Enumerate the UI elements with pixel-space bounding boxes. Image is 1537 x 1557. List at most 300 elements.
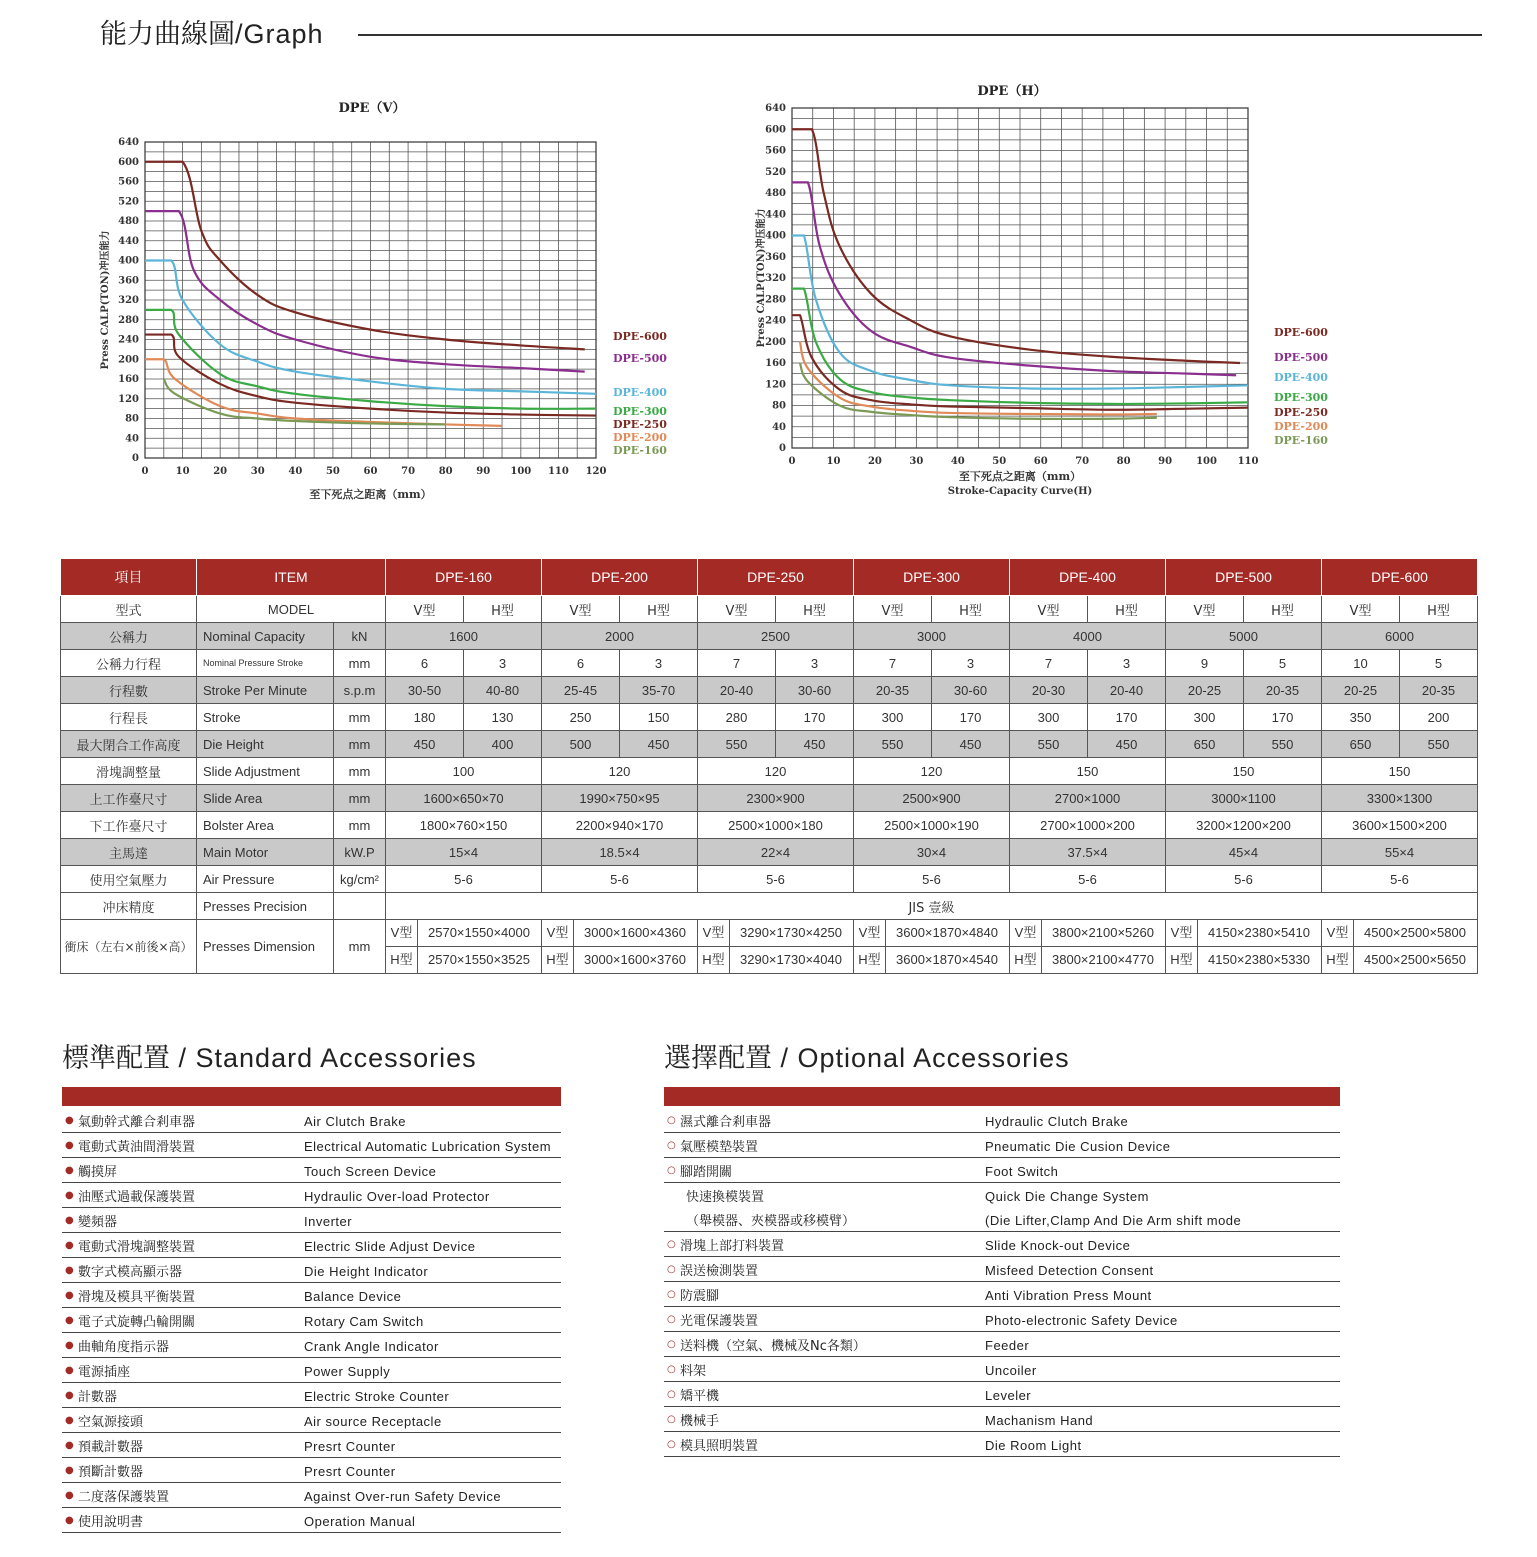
value-cell: 3200×1200×200 <box>1166 812 1322 839</box>
accessory-en: Photo-electronic Safety Device <box>985 1313 1178 1328</box>
accessory-item <box>62 1283 561 1308</box>
row-label-cn: 滑塊調整量 <box>61 758 197 785</box>
dimension-value: 3600×1870×4540 <box>896 952 998 967</box>
row-label-cn: 下工作臺尺寸 <box>61 812 197 839</box>
row-label-cn: 公稱力行程 <box>61 650 197 677</box>
row-label-en: Stroke Per Minute <box>197 677 334 704</box>
value-cell: 20-35 <box>854 677 932 704</box>
value-cell: 1800×760×150 <box>386 812 542 839</box>
dimension-cell <box>542 947 698 974</box>
value-cell: 20-25 <box>1166 677 1244 704</box>
dimension-type-tag: V型 <box>1323 920 1354 946</box>
accessory-en: Presrt Counter <box>304 1439 396 1454</box>
accessory-en: Uncoiler <box>985 1363 1037 1378</box>
value-cell: 3000 <box>854 623 1010 650</box>
accessory-en: Presrt Counter <box>304 1464 396 1479</box>
accessory-cn: 模具照明裝置 <box>680 1439 759 1454</box>
y-tick-label: 640 <box>118 137 139 148</box>
value-cell: 1600 <box>386 623 542 650</box>
value-cell: 4000 <box>1010 623 1166 650</box>
value-cell: 55×4 <box>1322 839 1478 866</box>
bullet-icon: ○ <box>667 1364 676 1375</box>
value-cell: 2500×900 <box>854 785 1010 812</box>
accessory-en: Air source Receptacle <box>304 1414 442 1429</box>
dimension-cell <box>1010 947 1166 974</box>
y-tick-label: 0 <box>132 453 139 464</box>
accessory-en: Leveler <box>985 1388 1032 1403</box>
accessory-item <box>664 1407 1340 1432</box>
model-h-cell: H型 <box>620 596 698 623</box>
x-tick-label: 100 <box>1196 456 1217 467</box>
bullet-icon: ○ <box>667 1115 676 1126</box>
accessory-en: Foot Switch <box>985 1164 1059 1179</box>
accessory-en: Die Room Light <box>985 1438 1082 1453</box>
dimension-type-tag: H型 <box>543 947 574 973</box>
value-cell: 120 <box>854 758 1010 785</box>
accessory-en: Hydraulic Over-load Protector <box>304 1189 490 1204</box>
accessory-cn: 誤送檢測裝置 <box>680 1264 759 1279</box>
accessory-item <box>62 1458 561 1483</box>
bullet-icon: ● <box>65 1515 74 1526</box>
accessory-en: Slide Knock-out Device <box>985 1238 1131 1253</box>
value-cell: 450 <box>620 731 698 758</box>
x-tick-label: 70 <box>401 466 416 477</box>
row-label-cn: 上工作臺尺寸 <box>61 785 197 812</box>
value-cell: 5-6 <box>1010 866 1166 893</box>
value-cell: 450 <box>776 731 854 758</box>
bullet-icon: ● <box>65 1115 74 1126</box>
value-cell: 20-40 <box>1088 677 1166 704</box>
legend-label-dpe-200: DPE-200 <box>1274 420 1328 433</box>
value-cell: 150 <box>1322 758 1478 785</box>
bullet-icon: ● <box>65 1465 74 1476</box>
dimension-value: 4150×2380×5330 <box>1208 952 1310 967</box>
x-tick-label: 70 <box>1075 456 1090 467</box>
bullet-icon: ● <box>65 1415 74 1426</box>
accessory-item <box>62 1508 561 1533</box>
x-tick-label: 20 <box>867 456 882 467</box>
value-cell: 3000×1100 <box>1166 785 1322 812</box>
accessory-en: Air Clutch Brake <box>304 1114 406 1129</box>
accessory-item <box>62 1258 561 1283</box>
y-axis-label: Press CALP(TON)冲压能力 <box>100 230 111 370</box>
x-tick-label: 90 <box>476 466 491 477</box>
value-cell: 15×4 <box>386 839 542 866</box>
standard-list <box>62 1108 561 1533</box>
model-v-cell: V型 <box>698 596 776 623</box>
x-tick-label: 40 <box>950 456 965 467</box>
x-tick-label: 40 <box>288 466 303 477</box>
x-tick-label: 10 <box>826 456 841 467</box>
standard-header-bar <box>62 1087 561 1106</box>
accessory-item <box>664 1307 1340 1332</box>
page-title-en: /Graph <box>235 19 324 49</box>
accessory-item <box>62 1233 561 1258</box>
optional-title-en: / Optional Accessories <box>772 1043 1070 1073</box>
dimension-type-tag: H型 <box>855 947 886 973</box>
title-rule <box>358 34 1482 36</box>
bullet-icon: ● <box>65 1290 74 1301</box>
accessory-cn: 油壓式過載保護裝置 <box>78 1190 196 1205</box>
accessory-en: (Die Lifter,Clamp And Die Arm shift mode <box>985 1213 1242 1228</box>
header-model: DPE-600 <box>1322 559 1478 596</box>
accessory-en: Hydraulic Clutch Brake <box>985 1114 1129 1129</box>
accessory-cn: 觸摸屏 <box>78 1165 118 1180</box>
dimension-value: 2570×1550×4000 <box>428 925 530 940</box>
table-row <box>61 893 1478 920</box>
accessory-cn: 預載計數器 <box>78 1440 144 1455</box>
accessory-cn: 料架 <box>680 1364 707 1379</box>
x-tick-label: 110 <box>547 466 569 477</box>
value-cell: 120 <box>542 758 698 785</box>
accessory-en: Electric Stroke Counter <box>304 1389 450 1404</box>
value-cell: 550 <box>1010 731 1088 758</box>
x-tick-label: 120 <box>585 466 607 477</box>
value-cell: 2000 <box>542 623 698 650</box>
accessory-item <box>62 1158 561 1183</box>
y-tick-label: 600 <box>118 156 139 168</box>
value-cell: 22×4 <box>698 839 854 866</box>
value-cell: 5-6 <box>542 866 698 893</box>
row-unit: mm <box>334 650 386 677</box>
bullet-icon: ● <box>65 1140 74 1151</box>
spec-table <box>60 558 1478 974</box>
dimension-cell <box>854 947 1010 974</box>
value-cell: 200 <box>1400 704 1478 731</box>
row-label-cn: 主馬達 <box>61 839 197 866</box>
bullet-icon: ○ <box>667 1239 676 1250</box>
x-tick-label: 20 <box>213 466 228 477</box>
accessory-cn: 機械手 <box>680 1414 720 1429</box>
model-v-cell: V型 <box>542 596 620 623</box>
row-unit: kg/cm² <box>334 866 386 893</box>
accessory-en: Electrical Automatic Lubrication System <box>304 1139 552 1154</box>
accessory-cn: 送料機（空氣、機械及Nc各類） <box>680 1339 866 1354</box>
table-row <box>61 758 1478 785</box>
value-cell: 150 <box>1166 758 1322 785</box>
legend-label-dpe-400: DPE-400 <box>613 386 667 399</box>
value-cell: 650 <box>1322 731 1400 758</box>
y-tick-label: 480 <box>765 188 786 199</box>
value-cell: 300 <box>1166 704 1244 731</box>
dimension-type-tag: H型 <box>1167 947 1198 973</box>
dimension-cell <box>1166 947 1322 974</box>
dimension-value: 4500×2500×5650 <box>1364 952 1466 967</box>
dimension-cell <box>1010 920 1166 947</box>
accessory-en: Machanism Hand <box>985 1413 1094 1428</box>
bullet-icon: ○ <box>667 1414 676 1425</box>
table-row <box>61 812 1478 839</box>
dimension-value: 3600×1870×4840 <box>896 925 998 940</box>
value-cell: 5 <box>1400 650 1478 677</box>
y-tick-label: 200 <box>118 354 139 366</box>
accessory-en: Electric Slide Adjust Device <box>304 1239 476 1254</box>
dimension-value: 3290×1730×4040 <box>740 952 842 967</box>
y-tick-label: 440 <box>118 235 139 247</box>
row-label-en: Air Pressure <box>197 866 334 893</box>
accessory-en: Rotary Cam Switch <box>304 1314 424 1329</box>
value-cell: 550 <box>1400 731 1478 758</box>
x-tick-label: 80 <box>438 466 453 477</box>
value-cell: 250 <box>542 704 620 731</box>
accessory-en: Pneumatic Die Cusion Device <box>985 1139 1171 1154</box>
value-cell: 7 <box>854 650 932 677</box>
row-label-cn: 衝床（左右×前後×高） <box>61 920 197 974</box>
accessory-en: Power Supply <box>304 1364 391 1379</box>
accessory-cn: 電子式旋轉凸輪開關 <box>78 1315 196 1330</box>
value-cell: 100 <box>386 758 542 785</box>
accessory-cn: （舉模器、夾模器或移模臂） <box>686 1214 856 1229</box>
y-tick-label: 360 <box>765 251 786 263</box>
dimension-type-tag: V型 <box>1011 920 1042 946</box>
bullet-icon: ○ <box>667 1389 676 1400</box>
table-row <box>61 623 1478 650</box>
dimension-type-tag: H型 <box>1011 947 1042 973</box>
bullet-icon: ● <box>65 1390 74 1401</box>
row-unit: mm <box>334 758 386 785</box>
page-title <box>100 12 324 51</box>
row-label-en: Nominal Capacity <box>197 623 334 650</box>
row-label-en: Nominal Pressure Stroke <box>197 650 334 677</box>
bullet-icon: ○ <box>667 1314 676 1325</box>
bullet-icon: ● <box>65 1340 74 1351</box>
accessory-item <box>664 1382 1340 1407</box>
header-model: DPE-160 <box>386 559 542 596</box>
standard-title <box>62 1036 477 1075</box>
x-tick-label: 60 <box>1033 456 1048 467</box>
series-line-dpe-500 <box>145 211 585 371</box>
bullet-icon: ○ <box>667 1140 676 1151</box>
bullet-icon: ● <box>65 1265 74 1276</box>
chart-title: DPE（V） <box>338 101 406 116</box>
header-model: DPE-400 <box>1010 559 1166 596</box>
value-cell: 6 <box>542 650 620 677</box>
legend-label-dpe-500: DPE-500 <box>613 352 667 365</box>
value-cell: 2300×900 <box>698 785 854 812</box>
row-label-en: Die Height <box>197 731 334 758</box>
table-row <box>61 559 1478 596</box>
accessory-cn: 變頻器 <box>78 1215 118 1230</box>
bullet-icon: ○ <box>667 1165 676 1176</box>
row-label-cn: 冲床精度 <box>61 893 197 920</box>
value-cell: 3 <box>620 650 698 677</box>
accessory-cn: 空氣源接頭 <box>78 1415 144 1430</box>
row-unit: kN <box>334 623 386 650</box>
value-cell: 35-70 <box>620 677 698 704</box>
dimension-value: 3800×2100×4770 <box>1052 952 1154 967</box>
y-tick-label: 520 <box>118 196 139 208</box>
accessory-en: Touch Screen Device <box>304 1164 437 1179</box>
accessory-en: Balance Device <box>304 1289 402 1304</box>
legend-label-dpe-250: DPE-250 <box>613 418 667 431</box>
value-cell: 7 <box>698 650 776 677</box>
legend-label-dpe-400: DPE-400 <box>1274 371 1328 384</box>
y-tick-label: 400 <box>765 230 786 242</box>
model-h-cell: H型 <box>932 596 1010 623</box>
y-tick-label: 280 <box>765 294 786 306</box>
value-cell: 3 <box>464 650 542 677</box>
row-unit: mm <box>334 704 386 731</box>
x-tick-label: 50 <box>325 466 340 477</box>
value-cell: 170 <box>1088 704 1166 731</box>
accessory-item <box>664 1183 1340 1207</box>
value-cell: 2700×1000 <box>1010 785 1166 812</box>
model-h-cell: H型 <box>1088 596 1166 623</box>
accessory-item <box>62 1208 561 1233</box>
value-cell: 6 <box>386 650 464 677</box>
accessory-cn: 使用說明書 <box>78 1515 144 1530</box>
accessory-item <box>664 1432 1340 1457</box>
y-tick-label: 520 <box>765 166 786 178</box>
value-cell: 450 <box>1088 731 1166 758</box>
y-tick-label: 440 <box>765 209 786 221</box>
table-row <box>61 650 1478 677</box>
value-cell: 3 <box>776 650 854 677</box>
accessory-item <box>664 1108 1340 1133</box>
accessory-cn: 腳踏開關 <box>680 1165 733 1180</box>
bullet-icon: ○ <box>667 1339 676 1350</box>
row-unit: mm <box>334 731 386 758</box>
y-tick-label: 320 <box>118 295 139 306</box>
value-cell: 5-6 <box>854 866 1010 893</box>
x-axis-label: 至下死点之距离（mm） <box>309 488 432 501</box>
dimension-type-tag: V型 <box>543 920 574 946</box>
bullet-icon: ○ <box>667 1439 676 1450</box>
row-label-cn: 最大閉合工作高度 <box>61 731 197 758</box>
value-cell: 20-25 <box>1322 677 1400 704</box>
value-cell: 550 <box>698 731 776 758</box>
value-cell: 2500×1000×190 <box>854 812 1010 839</box>
x-axis-label-2: Stroke-Capacity Curve(H) <box>947 486 1093 497</box>
value-cell: 120 <box>698 758 854 785</box>
table-row <box>61 785 1478 812</box>
accessory-cn: 數字式模高顯示器 <box>78 1265 183 1280</box>
chart-dpe-h <box>750 78 1330 508</box>
header-model: DPE-500 <box>1166 559 1322 596</box>
value-cell: 130 <box>464 704 542 731</box>
y-tick-label: 40 <box>772 421 786 433</box>
value-cell: 450 <box>932 731 1010 758</box>
row-label-en: Main Motor <box>197 839 334 866</box>
dimension-cell <box>1322 920 1478 947</box>
x-tick-label: 30 <box>250 466 265 477</box>
legend-label-dpe-160: DPE-160 <box>1274 434 1328 447</box>
legend-label-dpe-600: DPE-600 <box>1274 326 1328 339</box>
accessory-item <box>62 1308 561 1333</box>
row-label-cn: 行程數 <box>61 677 197 704</box>
accessory-cn: 滑塊上部打料裝置 <box>680 1239 785 1254</box>
dimension-value: 3290×1730×4250 <box>740 925 842 940</box>
accessory-item <box>664 1357 1340 1382</box>
value-cell: 300 <box>1010 704 1088 731</box>
accessory-cn: 電動式黃油間滑裝置 <box>78 1140 196 1155</box>
value-cell: 350 <box>1322 704 1400 731</box>
y-tick-label: 360 <box>118 275 139 287</box>
value-cell: 3300×1300 <box>1322 785 1478 812</box>
model-v-cell: V型 <box>854 596 932 623</box>
accessory-item <box>62 1358 561 1383</box>
dimension-type-tag: V型 <box>387 920 418 946</box>
row-label-cn: 型式 <box>61 596 197 623</box>
y-tick-label: 600 <box>765 124 786 136</box>
y-tick-label: 240 <box>118 334 139 346</box>
accessory-item <box>664 1282 1340 1307</box>
value-cell: 150 <box>620 704 698 731</box>
header-item-cn: 項目 <box>61 559 197 596</box>
x-tick-label: 0 <box>141 466 149 477</box>
bullet-icon: ● <box>65 1240 74 1251</box>
model-v-cell: V型 <box>1322 596 1400 623</box>
row-unit: kW.P <box>334 839 386 866</box>
accessory-cn: 計數器 <box>78 1390 118 1405</box>
legend-label-dpe-300: DPE-300 <box>1274 391 1328 404</box>
accessory-cn: 氣動幹式離合剎車器 <box>78 1115 196 1130</box>
precision-value: JIS 壹級 <box>386 893 1478 920</box>
standard-title-cn: 標準配置 <box>62 1043 170 1074</box>
dimension-cell <box>1322 947 1478 974</box>
chart-title: DPE（H） <box>977 84 1047 99</box>
optional-title <box>664 1036 1070 1075</box>
accessory-item <box>664 1207 1340 1232</box>
accessory-item <box>62 1183 561 1208</box>
dimension-cell <box>854 920 1010 947</box>
model-h-cell: H型 <box>464 596 542 623</box>
row-label-en: Presses Dimension <box>197 920 334 974</box>
table-row <box>61 866 1478 893</box>
y-tick-label: 400 <box>118 255 139 267</box>
accessory-item <box>664 1133 1340 1158</box>
optional-header-bar <box>664 1087 1340 1106</box>
accessory-en: Inverter <box>304 1214 353 1229</box>
accessory-item <box>664 1232 1340 1257</box>
dimension-type-tag: H型 <box>1323 947 1354 973</box>
model-h-cell: H型 <box>1400 596 1478 623</box>
x-tick-label: 50 <box>992 456 1007 467</box>
x-tick-label: 30 <box>909 456 924 467</box>
header-item-en: ITEM <box>197 559 386 596</box>
value-cell: 5-6 <box>698 866 854 893</box>
y-tick-label: 640 <box>765 103 786 114</box>
accessory-cn: 光電保護裝置 <box>680 1314 759 1329</box>
value-cell: 40-80 <box>464 677 542 704</box>
value-cell: 170 <box>1244 704 1322 731</box>
legend-label-dpe-600: DPE-600 <box>613 330 667 343</box>
value-cell: 180 <box>386 704 464 731</box>
y-tick-label: 560 <box>765 145 786 157</box>
y-tick-label: 320 <box>765 273 786 284</box>
value-cell: 5 <box>1244 650 1322 677</box>
dimension-type-tag: H型 <box>387 947 418 973</box>
table-row <box>61 731 1478 758</box>
accessory-item <box>62 1408 561 1433</box>
value-cell: 9 <box>1166 650 1244 677</box>
row-label-en: MODEL <box>197 596 386 623</box>
value-cell: 500 <box>542 731 620 758</box>
dimension-cell <box>1166 920 1322 947</box>
dimension-cell <box>542 920 698 947</box>
x-tick-label: 80 <box>1116 456 1131 467</box>
value-cell: 25-45 <box>542 677 620 704</box>
value-cell: 30×4 <box>854 839 1010 866</box>
value-cell: 20-35 <box>1244 677 1322 704</box>
dimension-value: 2570×1550×3525 <box>428 952 530 967</box>
row-unit: mm <box>334 812 386 839</box>
model-v-cell: V型 <box>1010 596 1088 623</box>
value-cell: 3 <box>932 650 1010 677</box>
chart-dpe-v <box>90 90 680 510</box>
bullet-icon: ● <box>65 1440 74 1451</box>
y-tick-label: 240 <box>765 315 786 327</box>
